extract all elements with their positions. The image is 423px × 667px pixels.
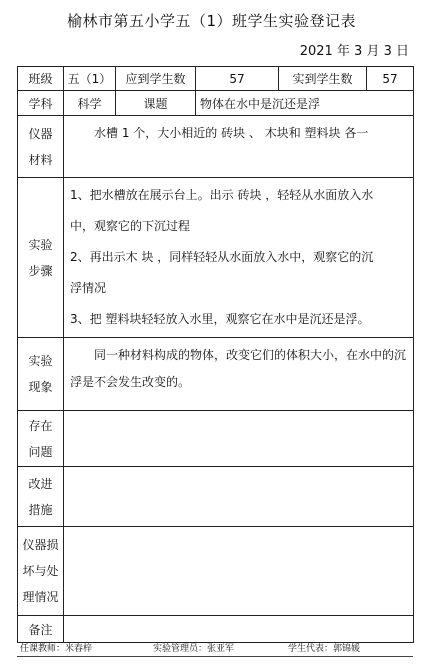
- steps-content: [64, 178, 414, 338]
- expected-students-value: 57: [196, 67, 279, 91]
- steps-label: [18, 178, 64, 338]
- equipment-label: [18, 116, 64, 178]
- damage-label-line2: 坏与处: [22, 564, 59, 578]
- phenomenon-row: [18, 338, 414, 411]
- equipment-row: [18, 116, 414, 178]
- actual-students-value: 57: [367, 67, 414, 91]
- manager-signature: 实验管理员：张亚军: [153, 644, 235, 654]
- page-title: 榆林市第五小学五（1）班学生实验登记表: [66, 12, 357, 30]
- problems-row: [18, 411, 414, 467]
- damage-label-line1: 仪器损: [22, 538, 59, 552]
- problems-label: [18, 411, 64, 467]
- phenomenon-content: 同一种材料构成的物体，改变它们的体积大小，在水中的沉浮是不会发生改变的。: [64, 338, 414, 411]
- equipment-label-line2: 材料: [28, 152, 53, 167]
- problems-label-line1: 存在: [28, 418, 53, 433]
- step-line: 1、把水槽放在展示台上。出示 砖块 ，轻轻从水面放入水: [70, 188, 374, 202]
- step-line: 3、把 塑料块轻轻放入水里，观察它在水中是沉还是浮。: [70, 312, 370, 326]
- steps-row: [18, 178, 414, 338]
- actual-students-label: 实到学生数: [279, 67, 367, 91]
- teacher-signature: 任课教师：米春梓: [20, 644, 93, 654]
- step-line: 中，观察它的下沉过程: [70, 219, 191, 233]
- step-line: 2、再出示木 块 ，同样轻轻从水面放入水中，观察它的沉: [70, 250, 374, 264]
- improvements-label-line1: 改进: [28, 476, 53, 491]
- subject-value: 科学: [64, 91, 116, 116]
- subject-row: [18, 91, 414, 116]
- experiment-registration-table: [17, 66, 414, 643]
- improvements-content: [64, 467, 414, 527]
- equipment-label-line1: 仪器: [28, 126, 53, 141]
- phenomenon-label: [18, 338, 64, 411]
- class-value: 五（1）: [64, 67, 116, 91]
- expected-students-label: 应到学生数: [116, 67, 196, 91]
- steps-label-line2: 步骤: [28, 263, 53, 278]
- problems-label-line2: 问题: [28, 444, 53, 459]
- class-row: [18, 67, 414, 91]
- student-rep-signature: 学生代表：郭锦媛: [288, 644, 361, 654]
- equipment-content: 水槽 1 个，大小相近的 砖块 、 木块和 塑料块 各一: [64, 116, 414, 178]
- damage-content: [64, 527, 414, 616]
- remarks-content: [64, 616, 414, 643]
- phenomenon-label-line2: 现象: [28, 380, 53, 394]
- remarks-label: 备注: [18, 616, 64, 643]
- topic-value: 物体在水中是沉还是浮: [196, 91, 414, 116]
- problems-content: [64, 411, 414, 467]
- improvements-label-line2: 措施: [28, 502, 53, 517]
- damage-label: [18, 527, 64, 616]
- remarks-row: [18, 616, 414, 643]
- steps-label-line1: 实验: [28, 237, 53, 252]
- signature-footer: [0, 641, 423, 655]
- improvements-row: [18, 467, 414, 527]
- improvements-label: [18, 467, 64, 527]
- class-label: 班级: [18, 67, 64, 91]
- footer-divider: [17, 656, 413, 657]
- step-line: 浮情况: [70, 281, 107, 295]
- damage-label-line3: 理情况: [22, 590, 59, 604]
- phenomenon-label-line1: 实验: [28, 354, 53, 368]
- damage-row: [18, 527, 414, 616]
- date-label: 2021 年 3 月 3 日: [299, 44, 409, 59]
- subject-label: 学科: [18, 91, 64, 116]
- topic-label: 课题: [116, 91, 196, 116]
